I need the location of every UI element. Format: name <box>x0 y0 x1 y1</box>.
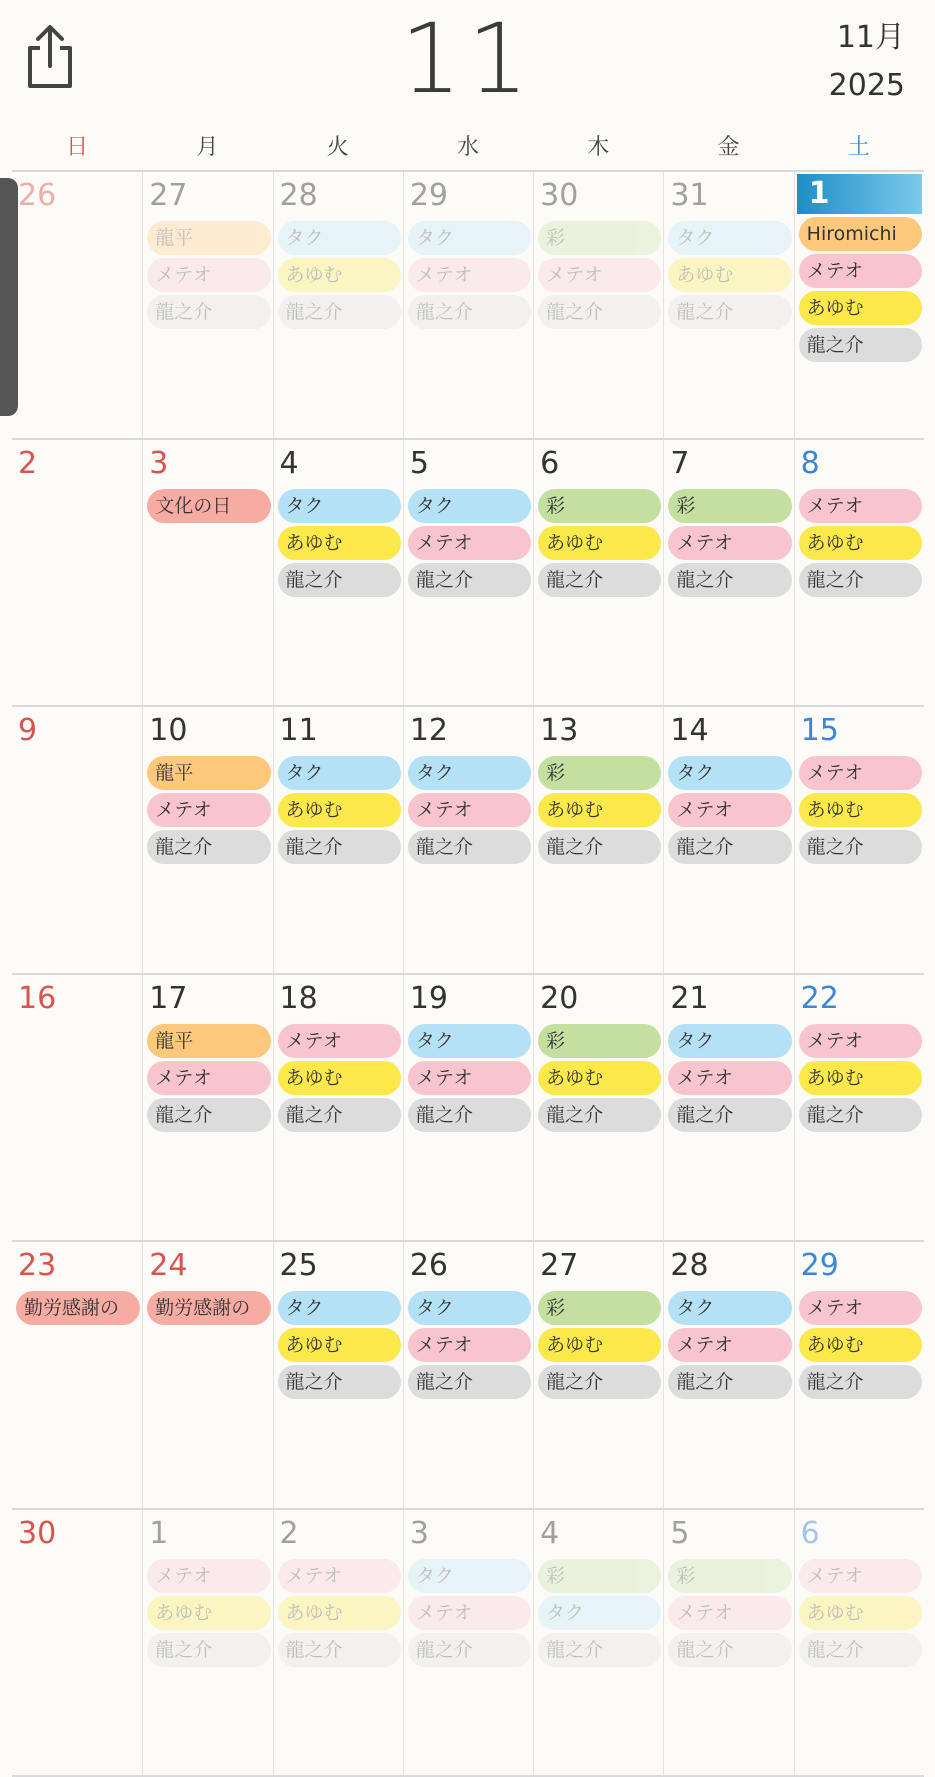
day-cell[interactable] <box>403 1242 533 1508</box>
week-row <box>12 975 924 1243</box>
event-pill[interactable]: 龍平 <box>147 756 270 790</box>
event-pill[interactable]: 龍之介 <box>278 1098 401 1132</box>
day-number: 28 <box>274 174 403 218</box>
day-number: 14 <box>664 709 793 753</box>
calendar-grid <box>12 172 924 1777</box>
day-cell[interactable] <box>663 975 793 1241</box>
event-pill[interactable]: メテオ <box>668 1596 791 1630</box>
event-pill[interactable]: あゆむ <box>278 793 401 827</box>
event-pill[interactable]: メテオ <box>147 793 270 827</box>
week-row <box>12 440 924 708</box>
event-pill[interactable]: メテオ <box>147 258 270 292</box>
day-number: 1 <box>143 1512 272 1556</box>
event-pill[interactable]: メテオ <box>278 1024 401 1058</box>
day-cell[interactable] <box>533 172 663 438</box>
event-pill[interactable]: あゆむ <box>799 526 922 560</box>
event-pill[interactable]: 勤労感謝の <box>16 1291 140 1325</box>
event-pill[interactable]: 龍之介 <box>147 295 270 329</box>
weekday-wed: 水 <box>403 126 533 170</box>
event-pill[interactable]: メテオ <box>147 1559 270 1593</box>
day-number: 30 <box>534 174 663 218</box>
day-number: 27 <box>143 174 272 218</box>
day-cell[interactable] <box>403 172 533 438</box>
day-cell[interactable] <box>403 975 533 1241</box>
day-number: 15 <box>795 709 924 753</box>
event-pill[interactable]: あゆむ <box>147 1596 270 1630</box>
event-pill[interactable]: あゆむ <box>538 793 661 827</box>
event-pill[interactable]: 龍之介 <box>408 1098 531 1132</box>
calendar-header <box>0 0 935 120</box>
day-number: 13 <box>534 709 663 753</box>
day-cell[interactable] <box>273 1510 403 1776</box>
event-pill[interactable]: 文化の日 <box>147 489 270 523</box>
day-cell[interactable] <box>142 172 272 438</box>
day-number: 16 <box>12 977 142 1021</box>
day-number: 2 <box>12 442 142 486</box>
day-cell[interactable] <box>533 1510 663 1776</box>
event-pill[interactable]: 龍之介 <box>278 1633 401 1667</box>
day-cell[interactable] <box>533 1242 663 1508</box>
event-pill[interactable]: 龍之介 <box>408 1633 531 1667</box>
day-cell[interactable] <box>794 1242 924 1508</box>
event-pill[interactable]: あゆむ <box>538 526 661 560</box>
event-pill[interactable]: 龍之介 <box>538 563 661 597</box>
day-number: 25 <box>274 1244 403 1288</box>
day-number: 23 <box>12 1244 142 1288</box>
event-pill[interactable]: タク <box>538 1596 661 1630</box>
event-pill[interactable]: あゆむ <box>799 1061 922 1095</box>
year-month-label <box>829 14 905 110</box>
day-cell[interactable] <box>663 1510 793 1776</box>
month-number: 11 <box>0 0 935 118</box>
event-pill[interactable]: 龍之介 <box>408 563 531 597</box>
day-cell[interactable] <box>794 1510 924 1776</box>
day-cell[interactable] <box>142 707 272 973</box>
event-pill[interactable]: メテオ <box>408 793 531 827</box>
event-pill[interactable]: 龍之介 <box>799 1365 922 1399</box>
event-pill[interactable]: 彩 <box>538 1559 661 1593</box>
week-row <box>12 1242 924 1510</box>
event-pill[interactable]: メテオ <box>799 756 922 790</box>
day-cell[interactable] <box>794 707 924 973</box>
event-pill[interactable]: タク <box>668 1024 791 1058</box>
day-cell[interactable] <box>273 440 403 706</box>
day-cell[interactable] <box>273 975 403 1241</box>
event-pill[interactable]: 龍之介 <box>278 830 401 864</box>
week-row <box>12 1510 924 1777</box>
event-pill[interactable]: あゆむ <box>278 258 401 292</box>
day-number: 21 <box>664 977 793 1021</box>
day-cell[interactable] <box>142 975 272 1241</box>
event-pill[interactable]: 龍之介 <box>668 295 791 329</box>
event-pill[interactable]: メテオ <box>668 793 791 827</box>
event-pill[interactable]: メテオ <box>408 526 531 560</box>
day-number: 30 <box>12 1512 142 1556</box>
day-number: 27 <box>534 1244 663 1288</box>
day-cell[interactable] <box>12 707 142 973</box>
event-pill[interactable]: タク <box>408 221 531 255</box>
day-cell[interactable] <box>794 975 924 1241</box>
event-pill[interactable]: タク <box>408 1291 531 1325</box>
event-pill[interactable]: タク <box>408 1559 531 1593</box>
event-pill[interactable]: 龍之介 <box>668 1098 791 1132</box>
day-cell[interactable] <box>142 1510 272 1776</box>
day-number: 6 <box>795 1512 924 1556</box>
event-pill[interactable]: 彩 <box>538 221 661 255</box>
event-pill[interactable]: タク <box>408 756 531 790</box>
day-number: 18 <box>274 977 403 1021</box>
day-cell[interactable] <box>663 1242 793 1508</box>
event-pill[interactable]: メテオ <box>668 1061 791 1095</box>
day-cell[interactable] <box>533 707 663 973</box>
day-number: 31 <box>664 174 793 218</box>
event-pill[interactable]: 勤労感謝の <box>147 1291 270 1325</box>
event-pill[interactable]: タク <box>278 756 401 790</box>
event-pill[interactable]: 龍平 <box>147 1024 270 1058</box>
event-pill[interactable]: あゆむ <box>278 1328 401 1362</box>
day-cell[interactable] <box>663 440 793 706</box>
event-pill[interactable]: あゆむ <box>538 1328 661 1362</box>
day-number: 19 <box>404 977 533 1021</box>
event-pill[interactable]: あゆむ <box>799 1328 922 1362</box>
event-pill[interactable]: 彩 <box>538 489 661 523</box>
day-number: 26 <box>404 1244 533 1288</box>
event-pill[interactable]: 龍之介 <box>668 1365 791 1399</box>
day-number: 7 <box>664 442 793 486</box>
event-pill[interactable]: タク <box>668 756 791 790</box>
weekday-sat: 土 <box>794 126 924 170</box>
day-cell[interactable] <box>403 1510 533 1776</box>
day-cell[interactable] <box>403 707 533 973</box>
event-pill[interactable]: 龍之介 <box>278 295 401 329</box>
day-number: 6 <box>534 442 663 486</box>
weekday-thu: 木 <box>533 126 663 170</box>
day-number: 26 <box>12 174 142 218</box>
event-pill[interactable]: タク <box>278 1291 401 1325</box>
weekday-fri: 金 <box>663 126 793 170</box>
day-number: 12 <box>404 709 533 753</box>
event-pill[interactable]: 彩 <box>538 1024 661 1058</box>
event-pill[interactable]: 龍之介 <box>408 830 531 864</box>
event-pill[interactable]: 龍之介 <box>668 830 791 864</box>
event-pill[interactable]: 彩 <box>668 1559 791 1593</box>
event-pill[interactable]: Hiromichi <box>799 217 922 251</box>
event-pill[interactable]: 龍之介 <box>668 563 791 597</box>
day-number: 24 <box>143 1244 272 1288</box>
event-pill[interactable]: 龍之介 <box>799 1633 922 1667</box>
event-pill[interactable]: タク <box>278 489 401 523</box>
event-pill[interactable]: 龍之介 <box>278 563 401 597</box>
day-number: 5 <box>404 442 533 486</box>
event-pill[interactable]: メテオ <box>408 258 531 292</box>
event-pill[interactable]: 龍之介 <box>538 1633 661 1667</box>
day-number: 9 <box>12 709 142 753</box>
event-pill[interactable]: 龍之介 <box>538 295 661 329</box>
event-pill[interactable]: タク <box>668 1291 791 1325</box>
event-pill[interactable]: メテオ <box>799 1291 922 1325</box>
day-cell[interactable] <box>12 440 142 706</box>
day-number: 10 <box>143 709 272 753</box>
event-pill[interactable]: タク <box>408 1024 531 1058</box>
event-pill[interactable]: 龍之介 <box>799 563 922 597</box>
day-number: 4 <box>274 442 403 486</box>
event-pill[interactable]: メテオ <box>668 1328 791 1362</box>
event-pill[interactable]: メテオ <box>799 1559 922 1593</box>
day-number: 20 <box>534 977 663 1021</box>
day-cell[interactable] <box>12 975 142 1241</box>
event-pill[interactable]: メテオ <box>799 1024 922 1058</box>
day-number: 8 <box>795 442 924 486</box>
day-cell[interactable] <box>273 1242 403 1508</box>
day-cell[interactable] <box>142 1242 272 1508</box>
event-pill[interactable]: 彩 <box>668 489 791 523</box>
event-pill[interactable]: 龍之介 <box>408 1365 531 1399</box>
weekday-mon: 月 <box>142 126 272 170</box>
event-pill[interactable]: タク <box>668 221 791 255</box>
event-pill[interactable]: メテオ <box>147 1061 270 1095</box>
event-pill[interactable]: あゆむ <box>668 258 791 292</box>
event-pill[interactable]: メテオ <box>799 489 922 523</box>
day-cell[interactable] <box>12 1510 142 1776</box>
day-cell[interactable] <box>533 975 663 1241</box>
weekday-tue: 火 <box>273 126 403 170</box>
day-number: 2 <box>274 1512 403 1556</box>
event-pill[interactable]: 龍之介 <box>278 1365 401 1399</box>
event-pill[interactable]: タク <box>408 489 531 523</box>
event-pill[interactable]: 龍之介 <box>799 328 922 362</box>
event-pill[interactable]: 龍之介 <box>538 830 661 864</box>
day-number: 29 <box>795 1244 924 1288</box>
event-pill[interactable]: あゆむ <box>278 1596 401 1630</box>
weekday-header <box>12 126 924 172</box>
event-pill[interactable]: 龍之介 <box>799 1098 922 1132</box>
event-pill[interactable]: タク <box>278 221 401 255</box>
week-row <box>12 172 924 440</box>
day-cell[interactable] <box>663 707 793 973</box>
year-label: 2025 <box>829 62 905 110</box>
event-pill[interactable]: あゆむ <box>278 526 401 560</box>
event-pill[interactable]: あゆむ <box>799 291 922 325</box>
event-pill[interactable]: 彩 <box>538 756 661 790</box>
event-pill[interactable]: 龍之介 <box>408 295 531 329</box>
event-pill[interactable]: 龍之介 <box>147 1633 270 1667</box>
day-cell[interactable] <box>794 440 924 706</box>
event-pill[interactable]: あゆむ <box>278 1061 401 1095</box>
event-pill[interactable]: 彩 <box>538 1291 661 1325</box>
event-pill[interactable]: メテオ <box>538 258 661 292</box>
event-pill[interactable]: 龍之介 <box>538 1365 661 1399</box>
weekday-sun: 日 <box>12 126 142 170</box>
day-number: 29 <box>404 174 533 218</box>
week-row <box>12 707 924 975</box>
day-number: 22 <box>795 977 924 1021</box>
day-cell[interactable] <box>142 440 272 706</box>
event-pill[interactable]: 龍之介 <box>668 1633 791 1667</box>
event-pill[interactable]: 龍之介 <box>147 830 270 864</box>
month-label: 11月 <box>829 14 905 62</box>
event-pill[interactable]: メテオ <box>408 1061 531 1095</box>
event-pill[interactable]: あゆむ <box>799 793 922 827</box>
day-cell[interactable] <box>403 440 533 706</box>
event-pill[interactable]: メテオ <box>408 1596 531 1630</box>
event-pill[interactable]: メテオ <box>668 526 791 560</box>
event-pill[interactable]: メテオ <box>408 1328 531 1362</box>
event-pill[interactable]: メテオ <box>799 254 922 288</box>
day-number: 4 <box>534 1512 663 1556</box>
day-number: 17 <box>143 977 272 1021</box>
event-pill[interactable]: あゆむ <box>799 1596 922 1630</box>
day-cell[interactable] <box>12 172 142 438</box>
event-pill[interactable]: 龍之介 <box>147 1098 270 1132</box>
day-number: 28 <box>664 1244 793 1288</box>
day-cell[interactable] <box>533 440 663 706</box>
day-cell[interactable] <box>273 707 403 973</box>
day-number: 3 <box>143 442 272 486</box>
day-cell[interactable] <box>663 172 793 438</box>
event-pill[interactable]: 龍之介 <box>538 1098 661 1132</box>
event-pill[interactable]: あゆむ <box>538 1061 661 1095</box>
day-cell[interactable] <box>273 172 403 438</box>
event-pill[interactable]: メテオ <box>278 1559 401 1593</box>
day-number: 5 <box>664 1512 793 1556</box>
event-pill[interactable]: 龍平 <box>147 221 270 255</box>
day-cell[interactable] <box>12 1242 142 1508</box>
day-cell[interactable] <box>794 172 924 438</box>
day-number: 3 <box>404 1512 533 1556</box>
day-number: 11 <box>274 709 403 753</box>
event-pill[interactable]: 龍之介 <box>799 830 922 864</box>
day-number: 1 <box>797 174 922 214</box>
